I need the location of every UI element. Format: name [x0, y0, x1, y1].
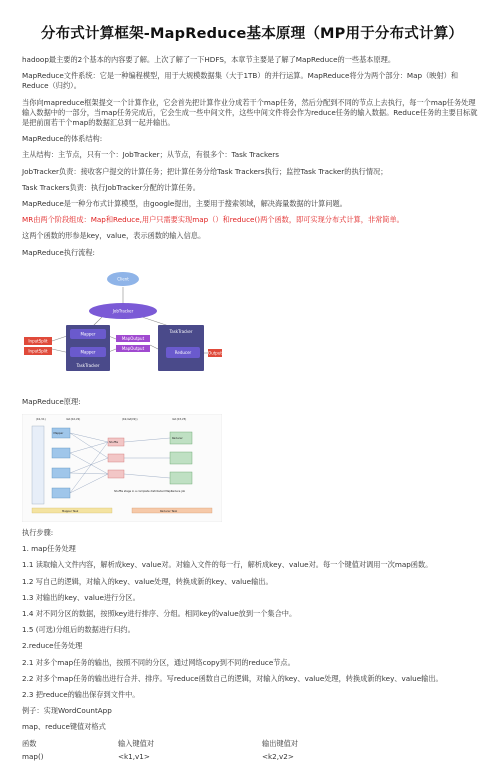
mapper-1-label: Mapper	[80, 331, 96, 337]
steps-heading: 执行步骤:	[22, 528, 54, 538]
reducer-task-3	[170, 472, 192, 484]
mapoutput-2-label: MapOutput	[121, 345, 145, 351]
mapper-task-3	[52, 468, 70, 478]
client-label: Client	[117, 276, 129, 282]
table-header-output: 输出键值对	[262, 738, 298, 748]
shuffle-box-2	[108, 454, 124, 462]
reducer-task-2	[170, 452, 192, 464]
step-1-2: 1.2 写自己的逻辑，对输入的key、value处理，转换成新的key、value输出。	[22, 576, 273, 586]
model-paragraph: MapReduce是一种分布式计算模型，由google提出，主要用于搜索领域，解决海量数据的计算问题。	[22, 199, 347, 209]
table-header-row	[22, 739, 482, 749]
table-cell-output: <k2,v2>	[262, 751, 294, 761]
tasktracker-left-label: TaskTracker	[76, 362, 100, 368]
step-2-3: 2.3 把reduce的输出保存到文件中。	[22, 690, 140, 700]
step-1-3: 1.3 对输出的key、value进行分区。	[22, 592, 140, 602]
kv-paragraph: 这两个函数的形参是key，value，表示函数的输入信息。	[22, 231, 206, 241]
input-column	[32, 426, 44, 504]
input-split-1-label: InputSplit	[28, 338, 48, 344]
mapper-2-label: Mapper	[80, 349, 96, 355]
reducer-label: Reducer	[174, 349, 192, 355]
step-1-1: 1.1 读取输入文件内容，解析成key、value对。对输入文件的每一行，解析成key、value对。每一个键值对调用一次map函数。	[22, 560, 433, 570]
architecture-jobtracker: JobTracker负责：接收客户提交的计算任务；把计算任务分给Task Trackers执行；监控Task Tracker的执行情况；	[22, 166, 388, 176]
description-paragraph: 当你向mapreduce框架提交一个计算作业，它会首先把计算作业分成若干个map任务，然后分配到不同的节点上去执行，每一个map任务处理输入数据中的一部分，当map任务完成后，它会生成一些中间文件，这些中间文件将会作为reduce任务的输入数据。Reduce任务的主要目标就是把前面若干个map的数据汇总到一起并输出。	[22, 97, 478, 128]
shuffle-label: Shuffle	[109, 441, 119, 445]
reducer-task-bar-label: Reducer Task	[160, 509, 178, 513]
step-2-1: 2.1 对多个map任务的输出，按照不同的分区，通过网络copy到不同的reduce节点。	[22, 657, 295, 667]
example-line: 例子：实现WordCountApp	[22, 706, 112, 716]
reducer-task-label: Reducer	[172, 437, 183, 441]
table-header-function: 函数	[22, 738, 37, 748]
page-title: 分布式计算框架-MapReduce基本原理（MP用于分布式计算）	[40, 26, 464, 42]
step-1-4: 1.4 对不同分区的数据，按照key进行排序、分组。相同key的value放到一个集合中。	[22, 609, 297, 619]
label-listk3v3: list (K3,V3)	[172, 418, 187, 422]
label-listk2v2: list (K2,V2)	[66, 418, 81, 422]
shuffle-box-3	[108, 470, 124, 478]
mapoutput-1-label: MapOutput	[121, 335, 145, 341]
step-2: 2.reduce任务处理	[22, 641, 83, 651]
mapper-task-label: Mapper	[53, 432, 64, 436]
shuffle-svg	[22, 414, 222, 522]
architecture-tasktracker: Task Trackers负责：执行JobTracker分配的计算任务。	[22, 182, 200, 192]
architecture-heading: MapReduce的体系结构:	[22, 134, 103, 144]
table-header-input: 输入键值对	[118, 738, 154, 748]
mapper-task-2	[52, 448, 70, 458]
shuffle-diagram	[22, 414, 222, 522]
architecture-master-slave: 主从结构：主节点，只有一个：JobTracker；从节点，有很多个：Task Trackers	[22, 150, 279, 160]
table-row	[22, 752, 482, 762]
step-2-2: 2.2 对多个map任务的输出进行合并、排序。写reduce函数自己的逻辑，对输入的key、value处理，转换成新的key、value输出。	[22, 673, 443, 683]
flow-heading: MapReduce执行流程:	[22, 247, 95, 257]
mapper-task-4	[52, 488, 70, 498]
table-heading: map、reduce键值对格式	[22, 722, 106, 732]
step-1: 1. map任务处理	[22, 544, 76, 554]
tasktracker-right-label: TaskTracker	[169, 328, 193, 334]
definition-paragraph: MapReduce文件系统：它是一种编程模型，用于大规模数据集（大于1TB）的并行运算。MapReduce将分为两个部分：Map（映射）和Reduce（归约）。	[22, 71, 459, 91]
shuffle-note: Shuffle stage in a complete distributed MapReduce job	[114, 490, 186, 494]
execution-flow-svg	[22, 265, 222, 391]
mapper-task-bar-label: Mapper Task	[62, 509, 79, 513]
step-1-5: 1.5 (可选)分组后的数据进行归约。	[22, 625, 135, 635]
input-split-2-label: InputSplit	[28, 348, 48, 354]
table-cell-function: map()	[22, 751, 44, 761]
label-k1v1: (K1,V1)	[36, 418, 46, 422]
highlight-paragraph: MR由两个阶段组成：Map和Reduce,用户只需要实现map（）和reduce()两个函数，即可实现分布式计算，非常简单。	[22, 215, 404, 225]
intro-paragraph: hadoop最主要的2个基本的内容要了解。上次了解了一下HDFS，本章节主要是了解了MapReduce的一些基本原理。	[22, 55, 396, 64]
output-label: Output	[208, 350, 222, 356]
table-cell-input: <k1,v1>	[118, 751, 150, 761]
jobtracker-label: JobTracker	[112, 308, 134, 314]
execution-flow-diagram	[22, 265, 222, 391]
principle-heading: MapReduce原理:	[22, 396, 81, 406]
label-k2listv2: (K2,list(V2))	[122, 418, 138, 422]
